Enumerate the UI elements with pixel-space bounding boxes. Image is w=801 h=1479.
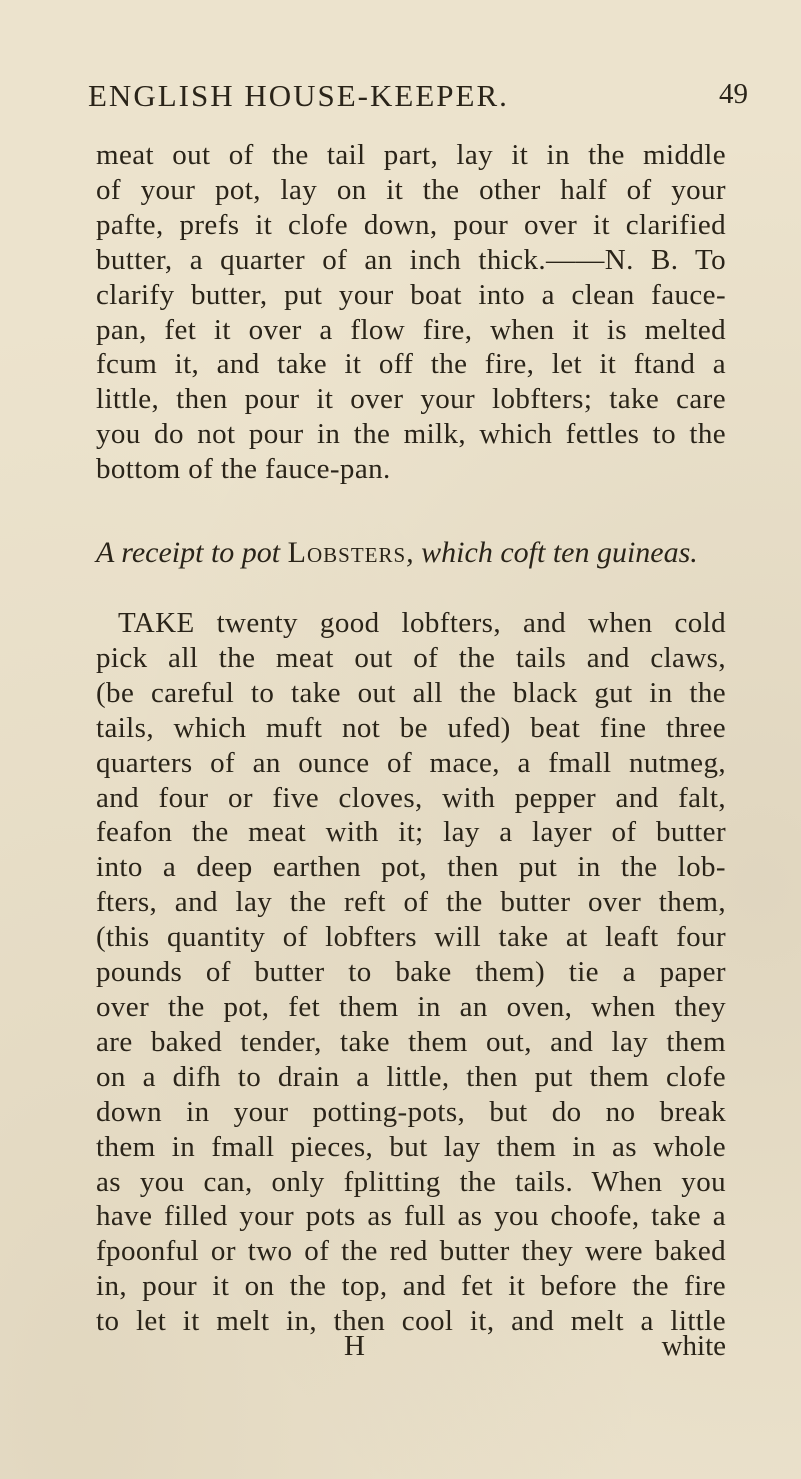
signature-mark: H bbox=[344, 1330, 365, 1362]
page-number: 49 bbox=[719, 78, 748, 110]
text-line: pick all the meat out of the tails and claws, bbox=[96, 641, 726, 674]
text-line: fters, and lay the reft of the butter over them, bbox=[96, 886, 726, 919]
running-head bbox=[88, 78, 748, 118]
text-line: (be careful to take out all the black gut in the bbox=[96, 676, 726, 709]
text-line: pan, fet it over a flow fire, when it is melted bbox=[96, 313, 726, 346]
text-line: to let it melt in, then cool it, and melt a little bbox=[96, 1305, 726, 1338]
text-line: are baked tender, take them out, and lay them bbox=[96, 1025, 726, 1058]
text-line: pafte, prefs it clofe down, pour over it clarified bbox=[96, 208, 726, 241]
text-line: in, pour it on the top, and fet it before the fire bbox=[96, 1270, 726, 1303]
recipe-paragraph bbox=[96, 606, 726, 1339]
text-line: over the pot, fet them in an oven, when they bbox=[96, 990, 726, 1023]
text-line: as you can, only fplitting the tails. When you bbox=[96, 1165, 726, 1198]
text-line: feafon the meat with it; lay a layer of butter bbox=[96, 816, 726, 849]
text-line: (this quantity of lobfters will take at leaft four bbox=[96, 921, 726, 954]
heading-prefix: A receipt to pot bbox=[96, 536, 288, 569]
text-line: little, then pour it over your lobfters; take care bbox=[96, 383, 726, 416]
text-line: meat out of the tail part, lay it in the middle bbox=[96, 139, 726, 171]
text-line: them in fmall pieces, but lay them in as whole bbox=[96, 1130, 726, 1163]
heading-keyword: Lobsters bbox=[287, 536, 407, 569]
text-line: you do not pour in the milk, which fettles to the bbox=[96, 418, 726, 451]
paragraph-continued bbox=[96, 138, 726, 487]
text-line: pounds of butter to bake them) tie a paper bbox=[96, 956, 726, 989]
page-footer bbox=[96, 1330, 726, 1366]
text-line: of your pot, lay on it the other half of your bbox=[96, 173, 726, 206]
text-line: have filled your pots as full as you choofe, take a bbox=[96, 1200, 726, 1233]
text-line: on a difh to drain a little, then put them clofe bbox=[96, 1060, 726, 1093]
text-line: fpoonful or two of the red butter they were baked bbox=[96, 1235, 726, 1268]
text-line: bottom of the fauce-pan. bbox=[96, 453, 391, 486]
text-line: clarify butter, put your boat into a clean fauce- bbox=[96, 278, 726, 311]
text-line: quarters of an ounce of mace, a fmall nutmeg, bbox=[96, 746, 726, 779]
text-line: TAKE twenty good lobfters, and when cold bbox=[118, 607, 726, 639]
text-line: and four or five cloves, with pepper and falt, bbox=[96, 781, 726, 814]
heading-suffix: , which coft ten guineas. bbox=[406, 536, 698, 569]
running-title: ENGLISH HOUSE-KEEPER. bbox=[88, 78, 509, 113]
text-line: into a deep earthen pot, then put in the lob- bbox=[96, 851, 726, 884]
text-line: down in your potting-pots, but do no break bbox=[96, 1095, 726, 1128]
recipe-heading bbox=[96, 536, 736, 570]
text-line: tails, which muft not be ufed) beat fine three bbox=[96, 711, 726, 744]
text-line: butter, a quarter of an inch thick.——N. B. To bbox=[96, 243, 726, 276]
catchword: white bbox=[661, 1330, 726, 1362]
text-line: fcum it, and take it off the fire, let it ftand a bbox=[96, 348, 726, 381]
